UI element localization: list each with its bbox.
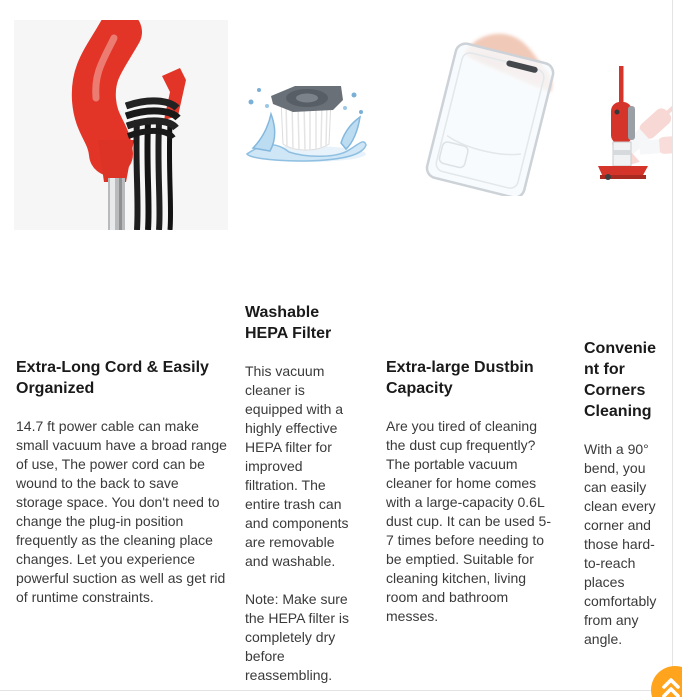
feature-heading: Extra-large Dustbin Capacity bbox=[386, 359, 534, 397]
feature-paragraph: This vacuum cleaner is equipped with a highly effective HEPA filter for improved filtration. The entire trash can and components are removable and washable. bbox=[245, 363, 349, 569]
feature-image-dustbin bbox=[412, 26, 572, 196]
vacuum-photo-illustration bbox=[588, 66, 672, 180]
right-border-divider bbox=[672, 0, 673, 697]
feature-column-filter bbox=[245, 302, 355, 685]
chevron-double-up-icon bbox=[659, 676, 682, 697]
bottom-border-divider bbox=[0, 690, 682, 691]
feature-column-corners bbox=[584, 338, 664, 649]
feature-paragraph-note: Note: Make sure the HEPA filter is completely dry before reassembling. bbox=[245, 591, 350, 683]
feature-heading: Convenient for Corners Cleaning bbox=[584, 340, 657, 420]
feature-image-filter bbox=[237, 50, 375, 167]
feature-heading: Extra-Long Cord & Easily Organized bbox=[16, 359, 209, 397]
feature-column-cord bbox=[16, 357, 228, 607]
filter-photo-illustration bbox=[237, 50, 375, 167]
scroll-to-top-button[interactable] bbox=[651, 666, 682, 697]
feature-paragraph: Are you tired of cleaning the dust cup frequently? The portable vacuum cleaner for home comes with a large-capacity 0.6L dust cup. It can be used 5-7 times before needing to be emptied. Suitable for cleaning kitchen, living room and bathroom messes. bbox=[386, 418, 551, 624]
feature-heading: Washable HEPA Filter bbox=[245, 304, 332, 342]
cord-photo-illustration bbox=[14, 20, 228, 230]
feature-image-cord bbox=[14, 20, 228, 230]
feature-image-vacuum bbox=[588, 66, 672, 180]
feature-paragraph: With a 90° bend, you can easily clean every corner and those hard-to-reach places comfortably from any angle. bbox=[584, 441, 657, 647]
dustbin-photo-illustration bbox=[412, 26, 572, 196]
feature-column-dustbin bbox=[386, 357, 554, 626]
feature-paragraph: 14.7 ft power cable can make small vacuum have a broad range of use, The power cord can be wound to the back to save storage space. You don't need to change the plug-in position frequently as the cleaning place changes. Let you experience powerful suction as well as get rid of runtime constraints. bbox=[16, 418, 227, 605]
